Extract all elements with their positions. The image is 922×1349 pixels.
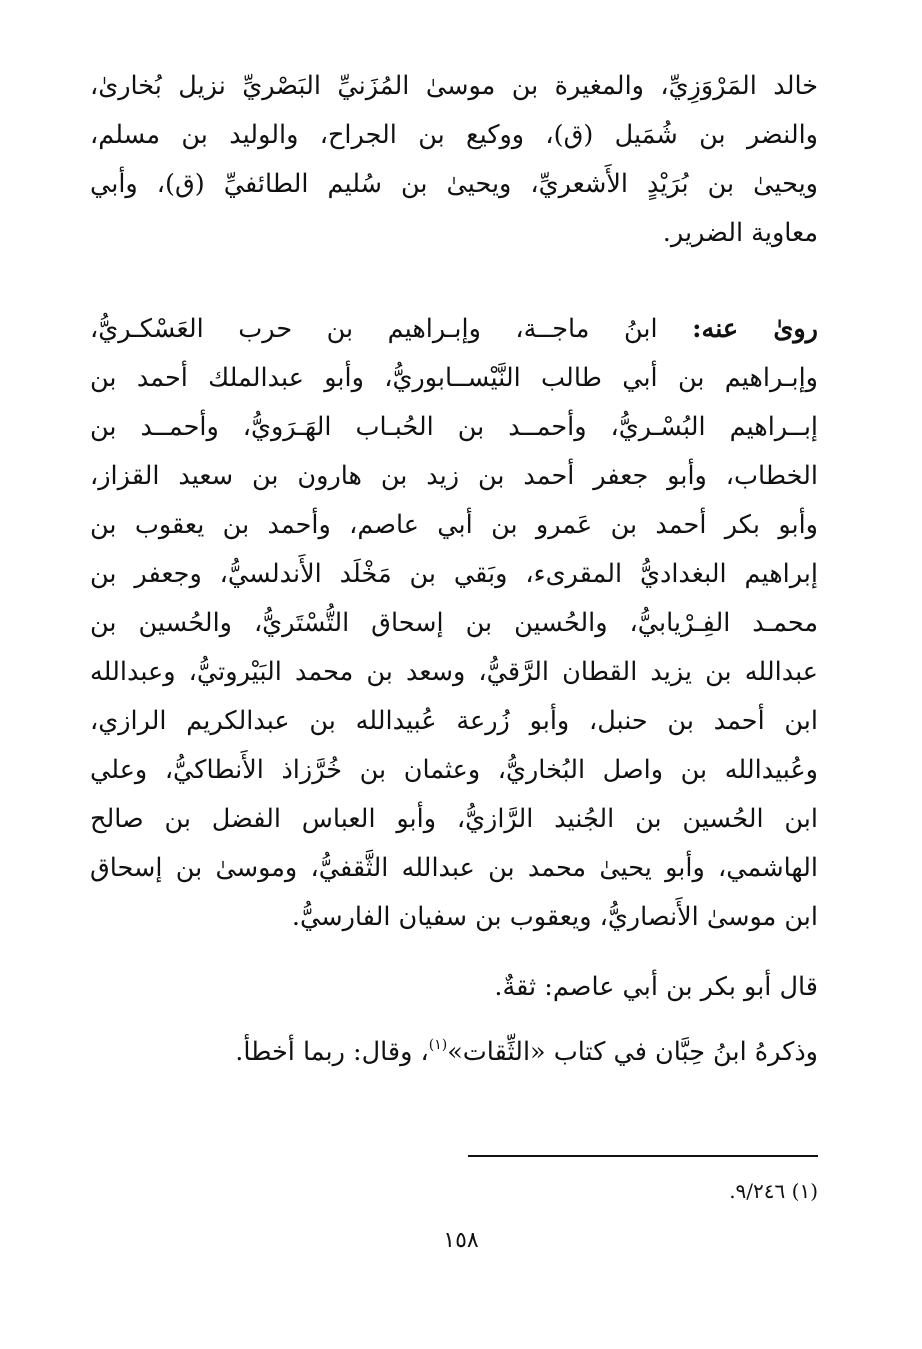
- text-line: محمـد الفِـرْيابيُّ، والحُسين بن إسحاق التُّسْتَريُّ، والحُسين بن: [90, 608, 818, 638]
- text-line: خالد المَرْوَزِيِّ، والمغيرة بن موسىٰ المُزَنيِّ البَصْريِّ نزيل بُخارىٰ،: [90, 71, 818, 101]
- text-line: الخطاب، وأبو جعفر أحمد بن زيد بن هارون بن سعيد القزاز،: [90, 461, 818, 491]
- page-number: ١٥٨: [443, 1228, 479, 1253]
- paragraph-teachers-continued: [90, 62, 818, 258]
- text-line: وإبـراهيم بن أبي طالب النَّيْســابوريُّ، وأبو عبدالملك أحمد بن: [90, 363, 818, 393]
- text-line: عبدالله بن يزيد القطان الرَّقيُّ، وسعد بن محمد البَيْروتيُّ، وعبدالله: [90, 657, 818, 687]
- text-line: ابن الحُسين بن الجُنيد الرَّازيُّ، وأبو العباس الفضل بن صالح: [90, 804, 818, 834]
- text-line: ابن موسىٰ الأَنصاريُّ، ويعقوب بن سفيان الفارسيُّ.: [291, 902, 818, 932]
- text-line: ابن أحمد بن حنبل، وأبو زُرعة عُبيدالله بن عبدالكريم الرازي،: [90, 706, 818, 736]
- text-line: ويحيىٰ بن بُرَيْدٍ الأَشعريِّ، ويحيىٰ بن سُليم الطائفيِّ (ق)، وأبي: [90, 169, 818, 199]
- statement-text-end: ، وقال: ربما أخطأ.: [235, 1037, 429, 1067]
- text-line-rest: ابنُ ماجــة، وإبـراهيم بن حرب العَسْكـريُّ،: [90, 314, 693, 344]
- footnote-divider: [468, 1155, 818, 1157]
- statement-abu-bakr: قال أبو بكر بن أبي عاصم: ثقةٌ.: [494, 972, 818, 1002]
- statement-ibn-hibban: [235, 1028, 818, 1077]
- text-line: معاوية الضرير.: [662, 218, 818, 248]
- text-line: الهاشمي، وأبو يحيىٰ محمد بن عبدالله الثَّقفيُّ، وموسىٰ بن إسحاق: [90, 853, 818, 883]
- text-line-first: [90, 305, 818, 354]
- text-line: وأبو بكر أحمد بن عَمرو بن أبي عاصم، وأحمد بن يعقوب بن: [90, 510, 818, 540]
- text-line: وعُبيدالله بن واصل البُخاريُّ، وعثمان بن خُرَّزاذ الأَنطاكيُّ، وعلي: [90, 755, 818, 785]
- footnote-reference[interactable]: (١): [428, 1037, 448, 1053]
- footnote: (١) ٩/٢٤٦.: [729, 1179, 818, 1203]
- statement-text: وذكرهُ ابنُ حِبَّان في كتاب «الثِّقات»: [447, 1037, 818, 1067]
- paragraph-narrated-from-him: [90, 305, 818, 942]
- text-line: والنضر بن شُمَيل (ق)، ووكيع بن الجراح، والوليد بن مسلم،: [90, 120, 818, 150]
- text-line: إبــراهيم البُسْـريُّ، وأحمــد بن الحُبـاب الهَـرَويُّ، وأحمــد بن: [90, 412, 818, 442]
- text-line: إبراهيم البغداديُّ المقرىء، وبَقي بن مَخْلَد الأَندلسيُّ، وجعفر بن: [90, 559, 818, 589]
- section-label: روىٰ عنه:: [692, 314, 818, 344]
